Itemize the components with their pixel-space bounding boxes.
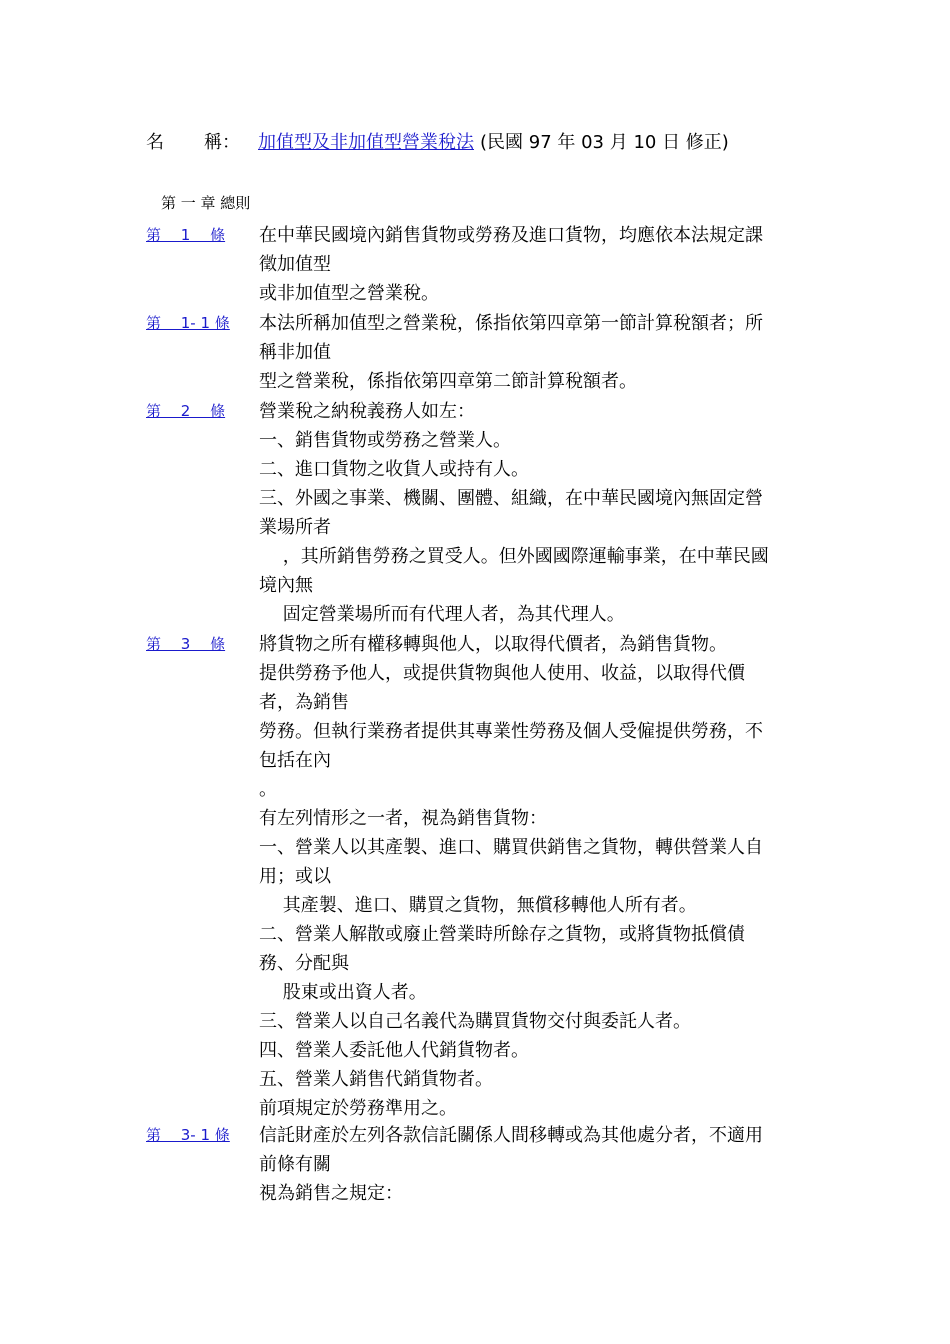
law-amendment-date: (民國 97 年 03 月 10 日 修正) — [480, 132, 729, 153]
article-text-line: 一、營業人以其產製、進口、購買供銷售之貨物，轉供營業人自 — [259, 837, 763, 858]
chapter-heading: 第 一 章 總則 — [161, 194, 251, 212]
article-text-line: 固定營業場所而有代理人者，為其代理人。 — [259, 604, 625, 625]
name-label — [146, 128, 258, 154]
article-text-line: 五、營業人銷售代銷貨物者。 — [259, 1069, 493, 1090]
law-title-row — [146, 126, 729, 156]
article-text-line: 本法所稱加值型之營業稅，係指依第四章第一節計算稅額者；所 — [259, 313, 763, 334]
article-text-line: 前條有關 — [259, 1154, 331, 1175]
article-text-line: 四、營業人委託他人代銷貨物者。 — [259, 1040, 529, 1061]
article-2-body — [259, 397, 804, 629]
article-text-line: 者，為銷售 — [259, 692, 349, 713]
article-text-line: 用；或以 — [259, 866, 331, 887]
article-text-line: 營業稅之納稅義務人如左： — [259, 401, 475, 422]
article-1-body — [259, 221, 804, 308]
article-text-line: 有左列情形之一者，視為銷售貨物： — [259, 808, 547, 829]
article-2-link[interactable]: 第 2 條 — [146, 402, 226, 420]
name-label-char1: 名 — [146, 132, 164, 153]
article-text-line: 勞務。但執行業務者提供其專業性勞務及個人受僱提供勞務，不 — [259, 721, 763, 742]
article-text-line: 提供勞務予他人，或提供貨物與他人使用、收益，以取得代價 — [259, 663, 745, 684]
article-text-line: 一、銷售貨物或勞務之營業人。 — [259, 430, 511, 451]
article-text-line: 徵加值型 — [259, 254, 331, 275]
article-text-line: 境內無 — [259, 575, 313, 596]
article-text-line: 三、營業人以自己名義代為購買貨物交付與委託人者。 — [259, 1011, 691, 1032]
article-1-1-body — [259, 309, 804, 396]
article-text-line: 二、進口貨物之收貨人或持有人。 — [259, 459, 529, 480]
article-text-line: 二、營業人解散或廢止營業時所餘存之貨物，或將貨物抵償債 — [259, 924, 745, 945]
article-text-line: 在中華民國境內銷售貨物或勞務及進口貨物，均應依本法規定課 — [259, 225, 763, 246]
article-text-line: 三、外國之事業、機關、團體、組織，在中華民國境內無固定營 — [259, 488, 763, 509]
article-text-line: 將貨物之所有權移轉與他人，以取得代價者，為銷售貨物。 — [259, 634, 727, 655]
article-3-1-link[interactable]: 第 3- 1 條 — [146, 1126, 230, 1144]
article-text-line: 業場所者 — [259, 517, 331, 538]
article-3-1-body — [259, 1121, 804, 1208]
article-text-line: 或非加值型之營業稅。 — [259, 283, 439, 304]
article-text-line: 型之營業稅，係指依第四章第二節計算稅額者。 — [259, 371, 637, 392]
article-text-line: 股東或出資人者。 — [259, 982, 427, 1003]
article-text-line: 前項規定於勞務準用之。 — [259, 1098, 457, 1119]
article-text-line: 其產製、進口、購買之貨物，無償移轉他人所有者。 — [259, 895, 697, 916]
article-1-link[interactable]: 第 1 條 — [146, 226, 226, 244]
article-text-line: 稱非加值 — [259, 342, 331, 363]
article-3-body — [259, 630, 804, 1123]
law-name-link[interactable]: 加值型及非加值型營業稅法 — [258, 132, 474, 153]
article-text-line: ，其所銷售勞務之買受人。但外國國際運輸事業，在中華民國 — [259, 546, 769, 567]
article-1-1-link[interactable]: 第 1- 1 條 — [146, 314, 230, 332]
article-text-line: 視為銷售之規定： — [259, 1183, 403, 1204]
article-text-line: 務、分配與 — [259, 953, 349, 974]
name-label-char2: 稱： — [204, 132, 240, 153]
article-3-link[interactable]: 第 3 條 — [146, 635, 226, 653]
article-text-line: 包括在內 — [259, 750, 331, 771]
article-text-line: 。 — [259, 779, 277, 800]
article-text-line: 信託財產於左列各款信託關係人間移轉或為其他處分者，不適用 — [259, 1125, 763, 1146]
